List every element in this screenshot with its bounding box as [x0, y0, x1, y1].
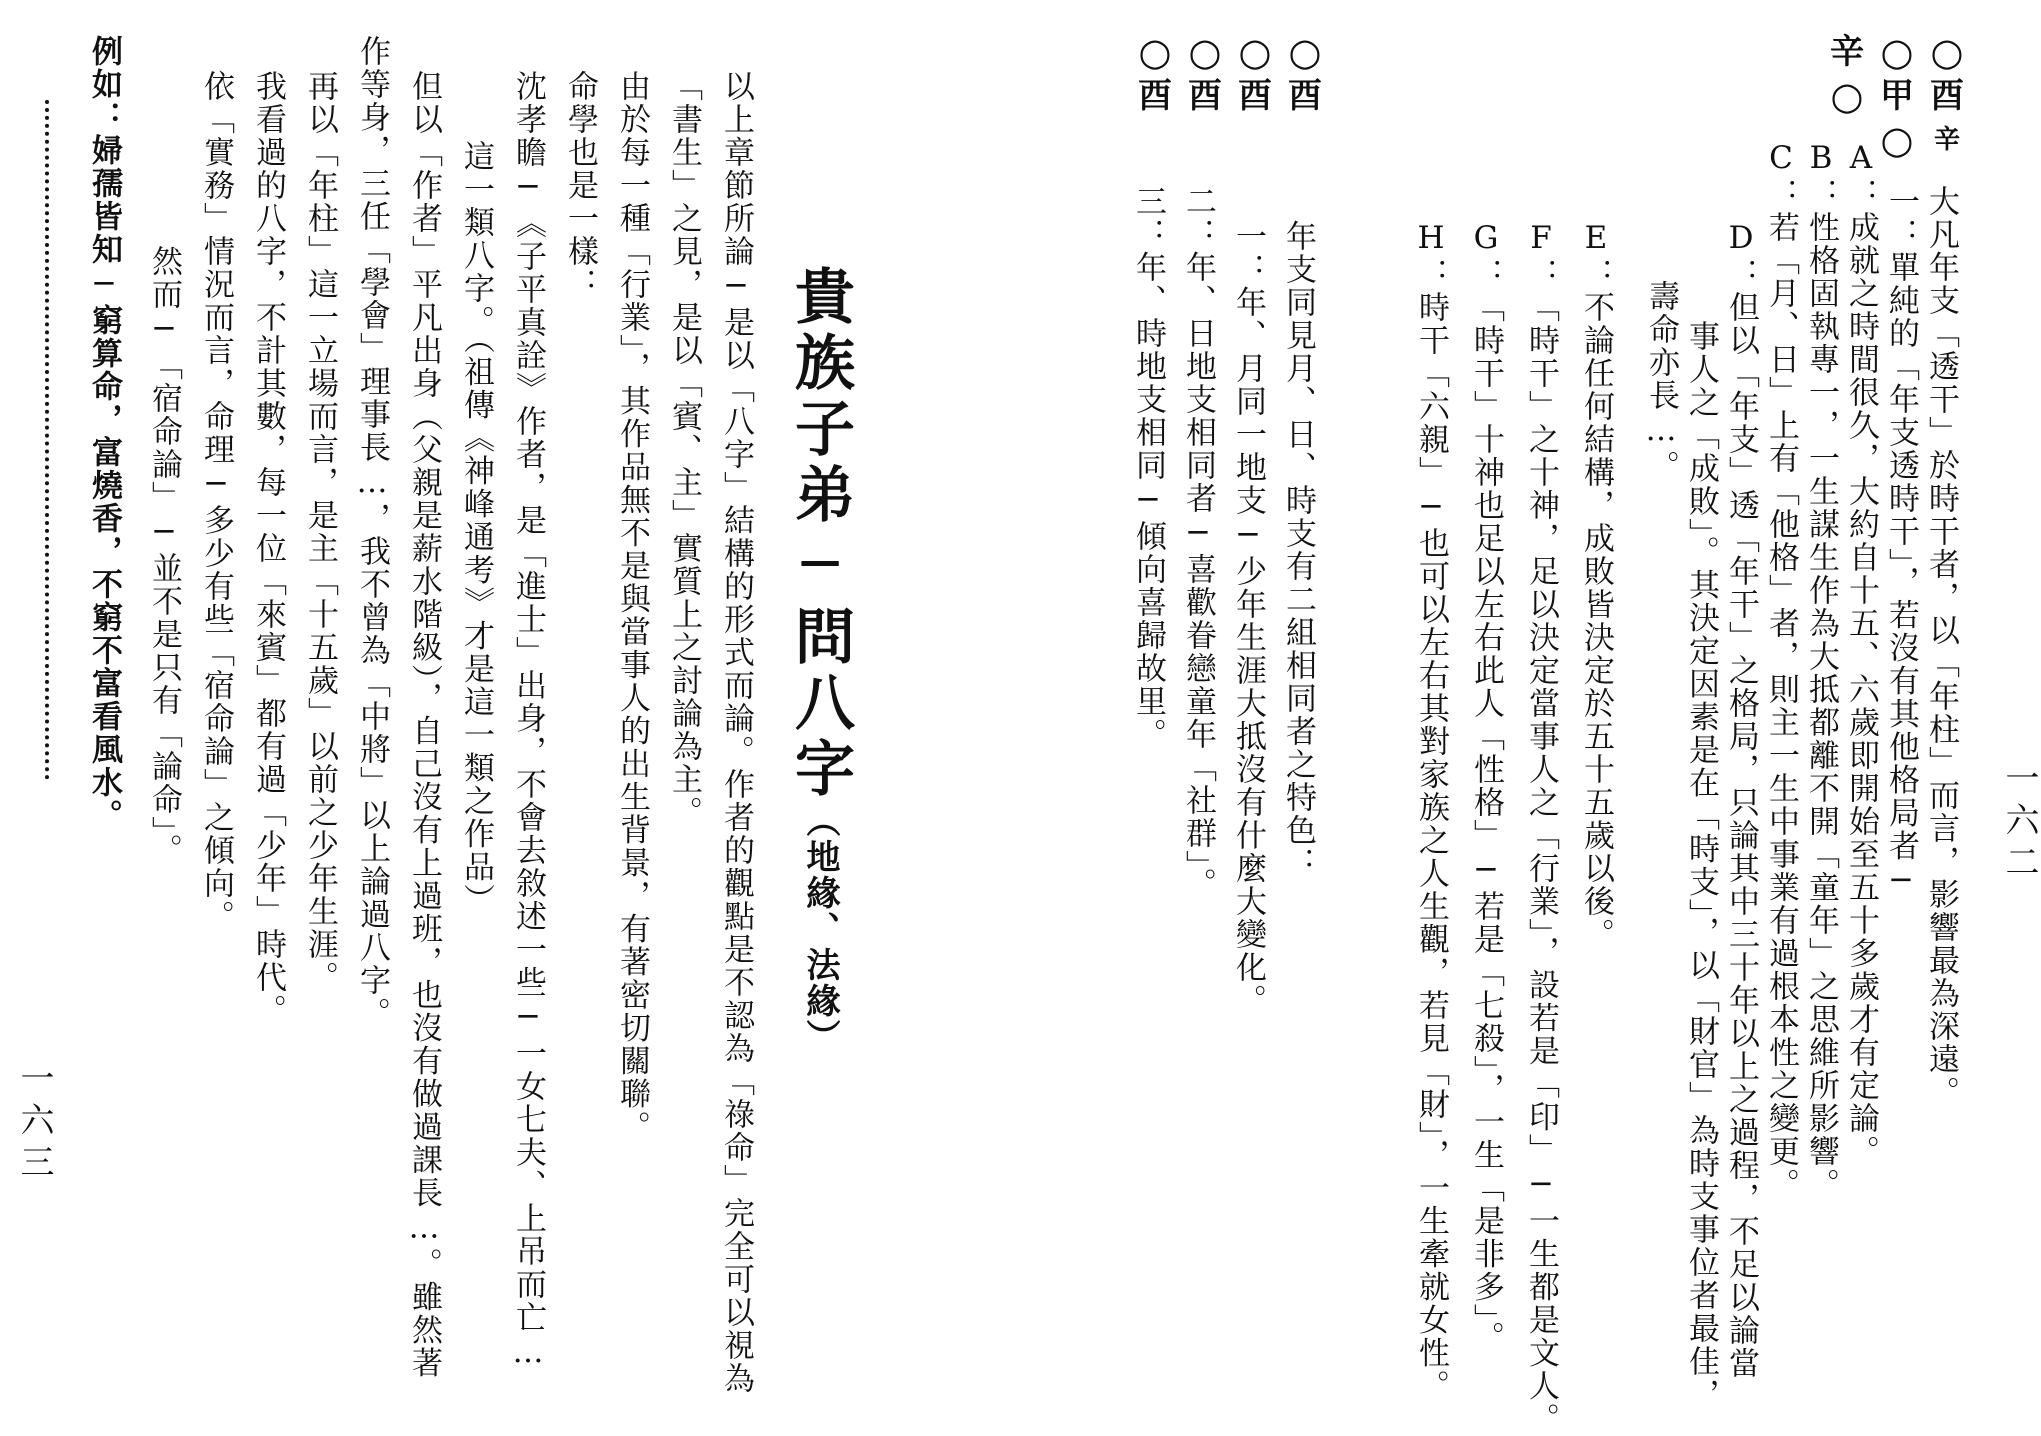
text-column: H：時干「六親」─也可以左右其對家族之人生觀，若見「財」，一生牽就女性。 — [1413, 220, 1449, 1403]
text-column: 再以「年柱」這一立場而言，是主「十五歲」以前之少年生涯。 — [302, 70, 338, 994]
text-column: 然而─「宿命論」─並不是只有「論命」。 — [146, 245, 182, 867]
pillar-char: 酉 — [1288, 76, 1322, 116]
pillar-char: 酉 — [1138, 76, 1172, 116]
text-column: 由於每一種「行業」，其作品無不是與當事人的出生背景，有著密切關聯。 — [614, 70, 650, 1144]
text-column: 沈孝瞻─《子平真詮》作者，是「進士」出身，不會去敘述一些─一女七夫、上吊而亡… — [510, 70, 546, 1372]
pillar-char: ○ — [1188, 30, 1222, 74]
text-column: 這一類八字。（祖傳《神峰通考》才是這一類之作品） — [458, 140, 494, 917]
pillar-char: ○ — [1830, 74, 1864, 118]
text-column: 我看過的八字，不計其數，每一位「來賓」都有過「少年」時代。 — [250, 70, 286, 1027]
text-column: C：若「月、日」上有「他格」者，則主一生中事業有過根本性之變更。 — [1763, 140, 1799, 1201]
pillar-column-5 — [1230, 30, 1280, 118]
text-column: 「書生」之見，是以「賓、主」實質上之討論為主。 — [666, 70, 702, 829]
pillar-column-2 — [1872, 30, 1922, 162]
text-column: 一：年、月同一地支─少年生涯大抵沒有什麼大變化。 — [1230, 220, 1266, 1017]
pillar-column-3 — [1822, 30, 1872, 118]
text-column: 三：年、時地支相同─傾向喜歸故里。 — [1130, 185, 1166, 751]
text-column: 命學也是一樣： — [562, 70, 598, 301]
pillar-column-4 — [1280, 30, 1330, 118]
pillar-char: 甲 — [1880, 76, 1914, 116]
text-column-emphasis: 例如：婦孺皆知─窮算命，富燒香，不窮不富看風水。 — [86, 35, 122, 832]
text-column: B：性格固執專一，一生謀生作為大抵都離不開「童年」之思維所影響。 — [1803, 140, 1839, 1201]
text-column: 壽命亦長…。 — [1643, 280, 1679, 483]
text-column: 依「實務」情況而言，命理─多少有些「宿命論」之傾向。 — [198, 70, 234, 933]
text-column: 二：年、日地支相同者─喜歡眷戀童年「社群」。 — [1180, 185, 1216, 901]
pillar-char: ○ — [1238, 30, 1272, 74]
chapter-subtitle: （地緣、法緣） — [800, 803, 840, 1055]
pillar-char: 酉 — [1930, 76, 1964, 116]
text-column: G：「時干」十神也足以左右此人「性格」─若是「七殺」，一生「是非多」。 — [1468, 220, 1504, 1354]
text-column: 年支同見月、日、時支有二組相同者之特色： — [1280, 220, 1316, 880]
text-column: E：不論任何結構，成敗皆決定於五十五歲以後。 — [1578, 220, 1614, 951]
pillar-char: ○ — [1880, 118, 1914, 162]
pillar-char: 酉 — [1188, 76, 1222, 116]
text-column: 以上章節所論─是以「八字」結構的形式而論。作者的觀點是不認為「祿命」完全可以視為 — [718, 70, 754, 1395]
pillar-column-7 — [1130, 30, 1180, 118]
pillar-char: ○ — [1138, 30, 1172, 74]
chapter-title — [785, 265, 855, 1055]
pillar-char: ○ — [1880, 30, 1914, 74]
dotted-leader-line — [45, 100, 57, 780]
text-column: 一：單純的「年支透時干」，若沒有其他格局者─ — [1883, 185, 1919, 901]
text-column: 事人之「成敗」。其決定因素是在「時支」，以「財官」為時支事位者最佳， — [1683, 320, 1719, 1411]
pillar-char: ○ — [1930, 30, 1964, 74]
pillar-column-6 — [1180, 30, 1230, 118]
page-number-right: 一六二 — [1999, 760, 2039, 886]
text-column: 作等身，三任「學會」理事長…，我不曾為「中將」以上論過八字。 — [354, 35, 390, 1030]
pillar-char: 辛 — [1830, 32, 1864, 72]
pillar-char: 辛 — [1933, 125, 1960, 155]
text-column: D：但以「年支」透「年干」之格局，只論其中三十年以上之過程，不足以論當 — [1723, 220, 1759, 1380]
pillar-char: ○ — [1288, 30, 1322, 74]
pillar-column-1 — [1922, 30, 1972, 162]
pillar-char: 酉 — [1238, 76, 1272, 116]
chapter-title-text: 貴族子弟─問八字 — [785, 265, 855, 803]
text-column: A：成就之時間很久，大約自十五、六歲即開始至五十多歲才有定論。 — [1843, 140, 1879, 1168]
text-column: F：「時干」之十神，足以決定當事人之「行業」，設若是「印」─一生都是文人。 — [1523, 220, 1559, 1436]
page-number-left: 一六三 — [14, 1060, 54, 1186]
text-column: 但以「作者」平凡出身（父親是薪水階級），自己沒有上過班，也沒有做過課長…。雖然著 — [406, 70, 442, 1380]
text-column: 大凡年支「透干」於時干者，以「年柱」而言，影響最為深遠。 — [1923, 185, 1959, 1109]
